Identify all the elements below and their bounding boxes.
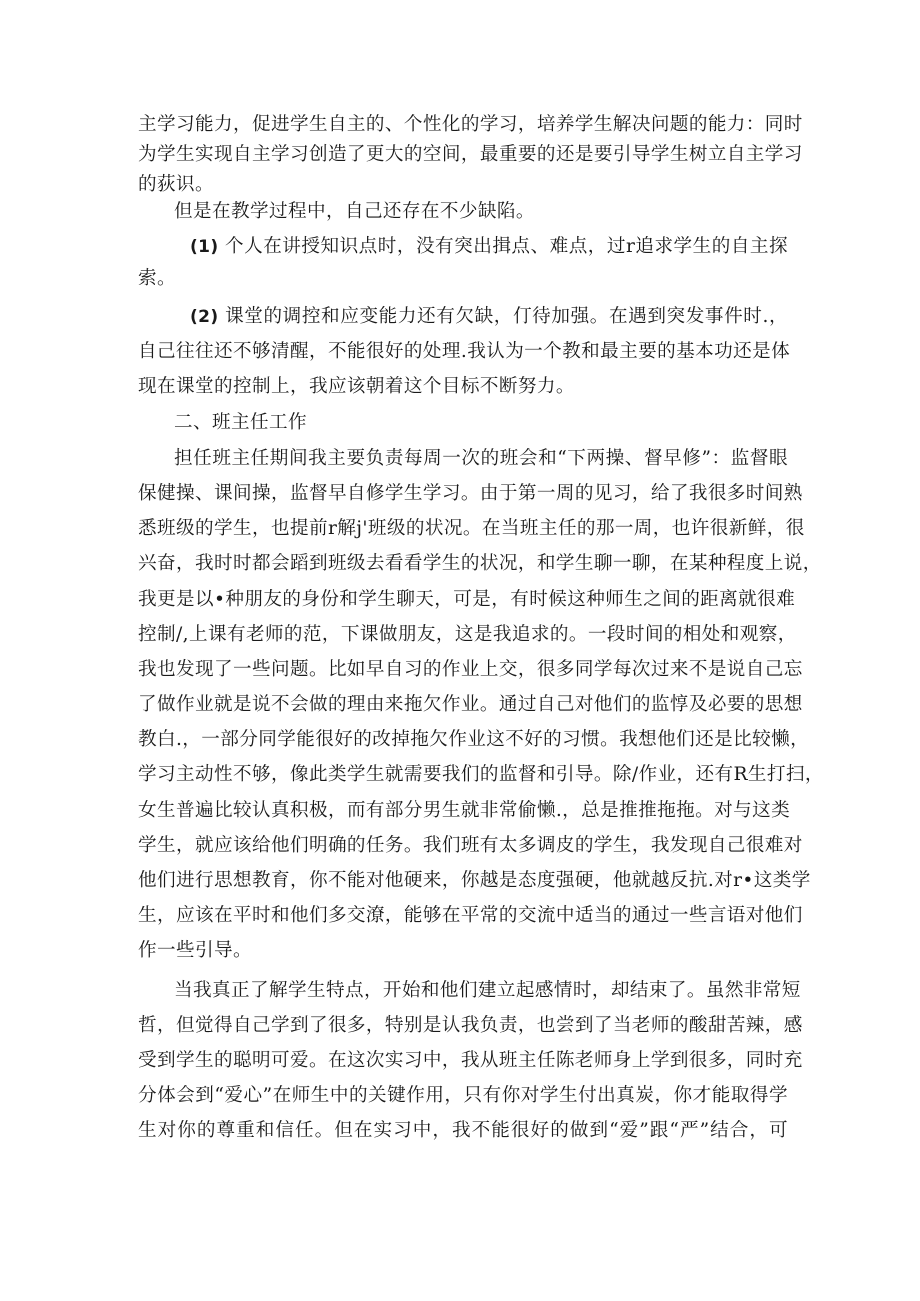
text-line-1: 主学习能力，促进学生自主的、个性化的学习，培养学生解决问题的能力：同时 [138,114,803,135]
text-line-15: 我更是以•种朋友的身份和学生聊天，可是，有时候这种师生之间的距离就很难 [138,589,796,610]
text-line-13: 悉班级的学生，也提前r解j'班级的状况。在当班主任的那一周，也许很新鲜，很 [138,518,805,539]
list-marker-2: (2) [190,307,219,327]
text-line-12: 保健操、课间操，监督早自修学生学习。由于第一周的见习，给了我很多时间熟 [138,483,803,504]
list-item-2-text: 课堂的调控和应变能力还有欠缺，仃待加强。在遇到突发事件时.， [225,306,788,327]
text-line-19: 教白.，一部分同学能很好的改掉拖欠作业这不好的习惯。我想他们还是比较懒， [138,729,810,750]
text-line-18: 了做作业就是说不会做的理由来拖欠作业。通过自己对他们的监惇及必要的思想 [138,694,803,715]
text-line-21: 女生普遍比较认真积极，而有部分男生就非常偷懒.，总是推推拖拖。对与这类 [138,800,791,821]
text-line-3: 的荻识。 [138,174,214,195]
text-line-4: 但是在教学过程中，自己还存在不少缺陷。 [174,201,535,222]
list-item-1 [190,232,788,262]
text-line-30: 生对你的尊重和信任。但在实习中，我不能很好的做到“爱”跟“严”结合，可 [138,1120,788,1141]
text-line-14: 兴奋，我时时都会蹈到班级去看看学生的状况，和学生聊一聊，在某种程度上说， [138,553,822,574]
text-line-27: 哲，但觉得自己学到了很多，特别是认我负责，也尝到了当老师的酸甜苦辣，感 [138,1015,803,1036]
text-line-9: 现在课堂的控制上，我应该朝着这个目标不断努力。 [138,376,575,397]
text-line-20: 学习主动性不够，像此类学生就需要我们的监督和引导。除/作业，还有R生打扫， [138,764,824,785]
text-line-24: 生，应该在平时和他们多交潦，能够在平常的交流中适当的通过一些言语对他们 [138,905,803,926]
text-line-11: 担任班主任期间我主要负责每周一次的班会和“下两操、督早修”：监督眼 [174,448,788,469]
text-line-25: 作一些引导。 [138,940,252,961]
text-line-2: 为学生实现自主学习创造了更大的空间，最重要的还是要引导学生树立自主学习 [138,144,803,165]
text-line-26: 当我真正了解学生特点，开始和他们建立起感情时，却结束了。虽然非常短 [174,980,801,1001]
list-item-1-text: 个人在讲授知识点时，没有突出揖点、难点，过r追求学生的自主探 [225,236,789,257]
text-line-6: 索。 [138,268,176,289]
section-heading: 二、班主任工作 [174,412,307,433]
list-item-2 [190,302,788,332]
text-line-28: 受到学生的聪明可爱。在这次实习中，我从班主任陈老师身上学到很多，同时充 [138,1050,803,1071]
text-line-17: 我也发现了一些问题。比如早自习的作业上交，很多同学每次过来不是说自己忘 [138,659,803,680]
text-line-16: 控制/,上课有老师的范，下课做朋友，这是我追求的。一段时间的相处和观察， [138,624,797,645]
text-line-23: 他们进行思想教育，你不能对他硬来，你越是态度强硬，他就越反抗.对r•这类学 [138,870,811,891]
text-line-22: 学生，就应该给他们明确的任务。我们班有太多调皮的学生，我发现自己很难对 [138,835,803,856]
list-marker-1: (1) [190,237,219,257]
text-line-29: 分体会到“爱心”在师生中的关键作用，只有你对学生付出真炭，你才能取得学 [138,1085,788,1106]
text-line-8: 自己往往还不够清醒，不能很好的处理.我认为一个教和最主要的基本功还是体 [138,341,791,362]
